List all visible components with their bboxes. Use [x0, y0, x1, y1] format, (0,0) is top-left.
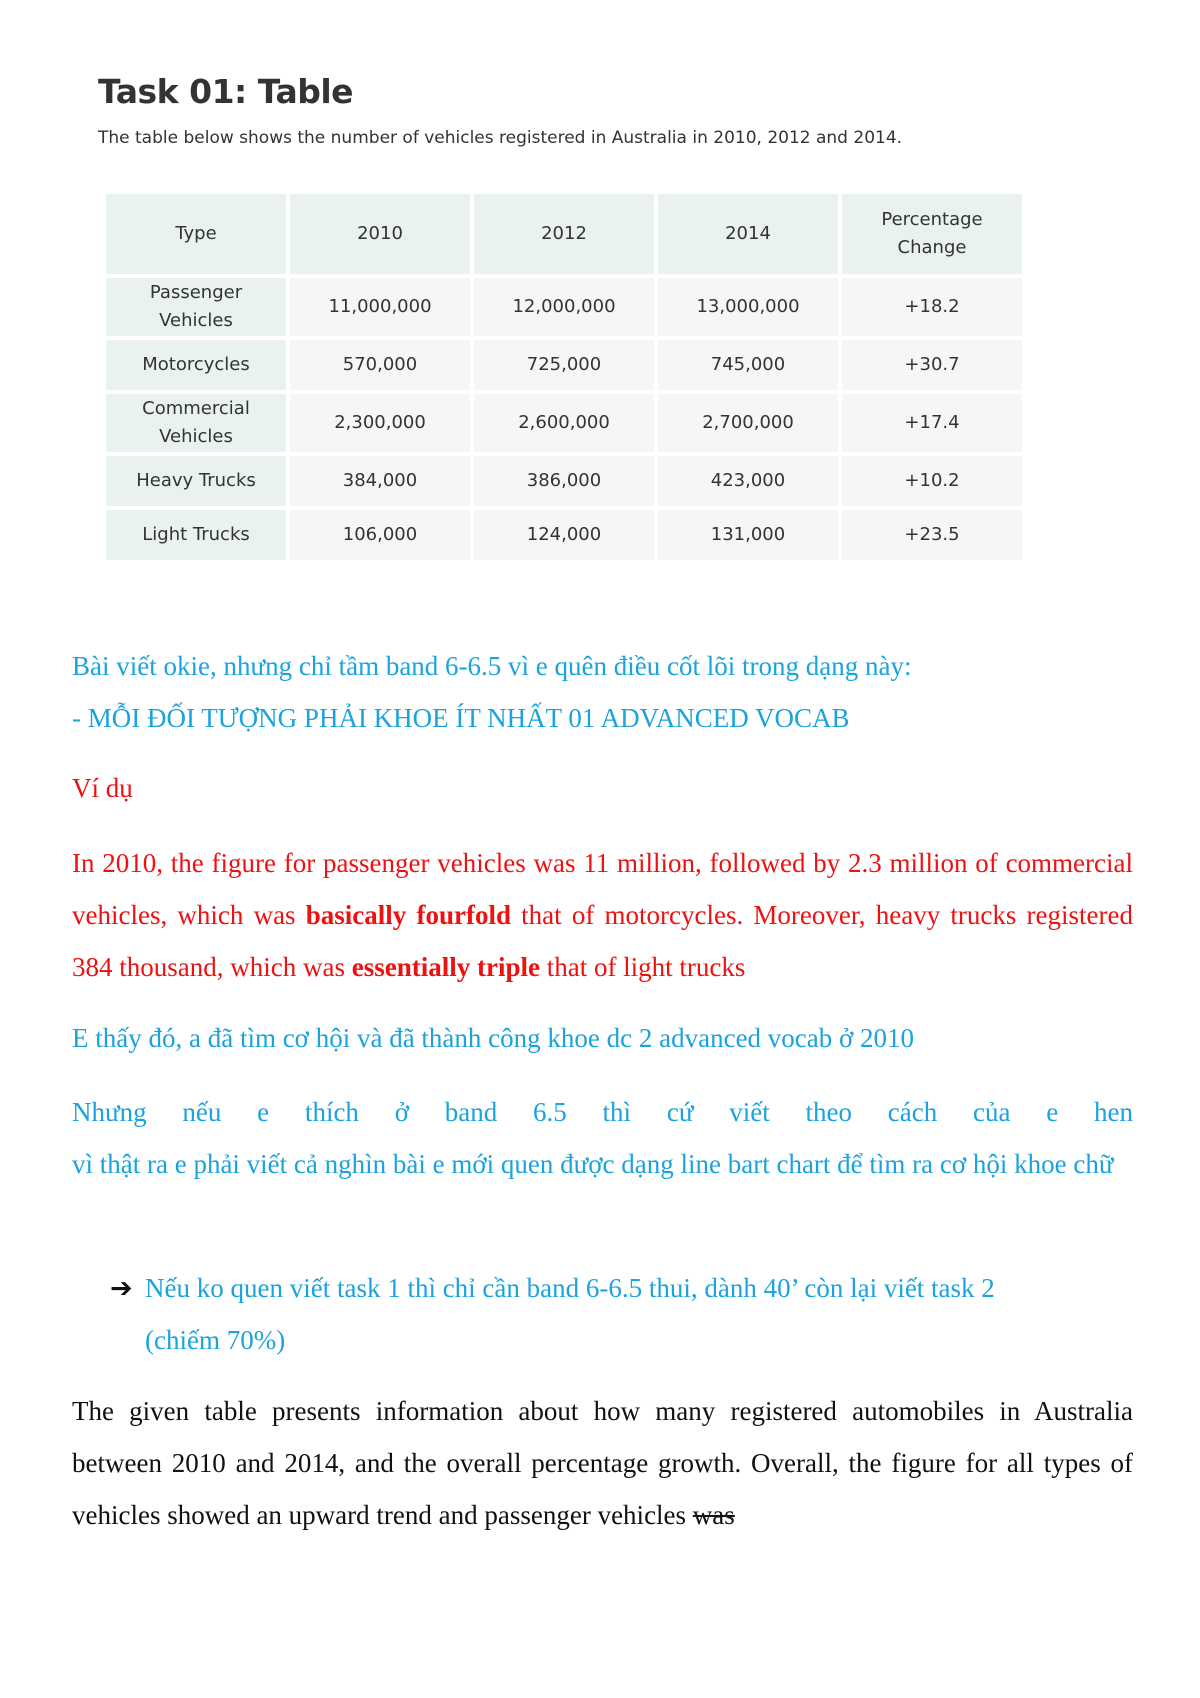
feedback-rule: - MỖI ĐỐI TƯỢNG PHẢI KHOE ÍT NHẤT 01 ADVANCED VOCAB	[72, 703, 850, 733]
table-cell: +17.4	[842, 394, 1022, 452]
example-text-1: In 2010, the figure for passenger vehicles was 11 million, followed by 2.3 million of commercial vehicles, which was	[72, 848, 1133, 930]
row-type-cell: Passenger Vehicles	[106, 278, 286, 336]
table-cell: 131,000	[658, 510, 838, 560]
table-cell: 124,000	[474, 510, 654, 560]
example-text-2: that of motorcycles. Moreover, heavy trucks registered 384 thousand, which was	[72, 900, 1133, 982]
table-cell: +23.5	[842, 510, 1022, 560]
table-cell: 2,600,000	[474, 394, 654, 452]
table-row	[106, 394, 1022, 452]
table-cell: +10.2	[842, 456, 1022, 506]
arrow-note-line-1: Nếu ko quen viết task 1 thì chỉ cần band 6-6.5 thui, dành 40’ còn lại viết task 2	[145, 1273, 995, 1303]
feedback-comment-2-line-1: Nhưng nếu e thích ở band 6.5 thì cứ viết theo cách của e hen	[72, 1097, 1133, 1127]
table-cell: 745,000	[658, 340, 838, 390]
table-cell: 11,000,000	[290, 278, 470, 336]
table-cell: +30.7	[842, 340, 1022, 390]
example-bold-1: basically fourfold	[305, 900, 511, 930]
essay-text: The given table presents information about how many registered automobiles in Australia between 2010 and 2014, and the overall percentage growth. Overall, the figure for all types of vehicles showed an upward trend and passenger vehicles	[72, 1396, 1133, 1530]
table-cell: 12,000,000	[474, 278, 654, 336]
header-2012: 2012	[474, 194, 654, 274]
table-cell: 570,000	[290, 340, 470, 390]
table-cell: 106,000	[290, 510, 470, 560]
example-label: Ví dụ	[72, 773, 133, 803]
header-percentage-change: Percentage Change	[842, 194, 1022, 274]
table-cell: +18.2	[842, 278, 1022, 336]
vehicle-table	[102, 190, 1026, 564]
feedback-intro-text: Bài viết okie, nhưng chỉ tầm band 6-6.5 vì e quên điều cốt lõi trong dạng này:	[72, 651, 912, 681]
arrow-note	[110, 1262, 1133, 1366]
table-row	[106, 340, 1022, 390]
task-title: Task 01: Table	[98, 72, 354, 111]
table-cell: 2,300,000	[290, 394, 470, 452]
essay-paragraph	[72, 1385, 1133, 1541]
feedback-comment-1: E thấy đó, a đã tìm cơ hội và đã thành công khoe dc 2 advanced vocab ở 2010	[72, 1023, 915, 1053]
arrow-note-line-2: (chiếm 70%)	[145, 1325, 286, 1355]
essay-struck-word: was	[692, 1500, 735, 1530]
table-cell: 423,000	[658, 456, 838, 506]
feedback-intro	[72, 640, 1133, 744]
table-row	[106, 278, 1022, 336]
header-type: Type	[106, 194, 286, 274]
row-type-cell: Commercial Vehicles	[106, 394, 286, 452]
arrow-right-icon: ➔	[110, 1273, 133, 1303]
feedback-comment-2	[72, 1086, 1133, 1190]
table-cell: 384,000	[290, 456, 470, 506]
header-2014: 2014	[658, 194, 838, 274]
example-bold-2: essentially triple	[351, 952, 540, 982]
row-type-cell: Heavy Trucks	[106, 456, 286, 506]
row-type-cell: Light Trucks	[106, 510, 286, 560]
example-paragraph	[72, 837, 1133, 993]
header-2010: 2010	[290, 194, 470, 274]
task-subtitle: The table below shows the number of vehicles registered in Australia in 2010, 2012 and 2014.	[98, 128, 903, 148]
feedback-comment-2-rest: vì thật ra e phải viết cả nghìn bài e mới quen được dạng line bart chart để tìm ra cơ hội khoe chữ	[72, 1149, 1114, 1179]
table-row	[106, 456, 1022, 506]
row-type-cell: Motorcycles	[106, 340, 286, 390]
table-row	[106, 510, 1022, 560]
example-text-3: that of light trucks	[539, 952, 746, 982]
table-cell: 2,700,000	[658, 394, 838, 452]
table-header-row	[106, 194, 1022, 274]
table-cell: 725,000	[474, 340, 654, 390]
table-cell: 13,000,000	[658, 278, 838, 336]
table-cell: 386,000	[474, 456, 654, 506]
